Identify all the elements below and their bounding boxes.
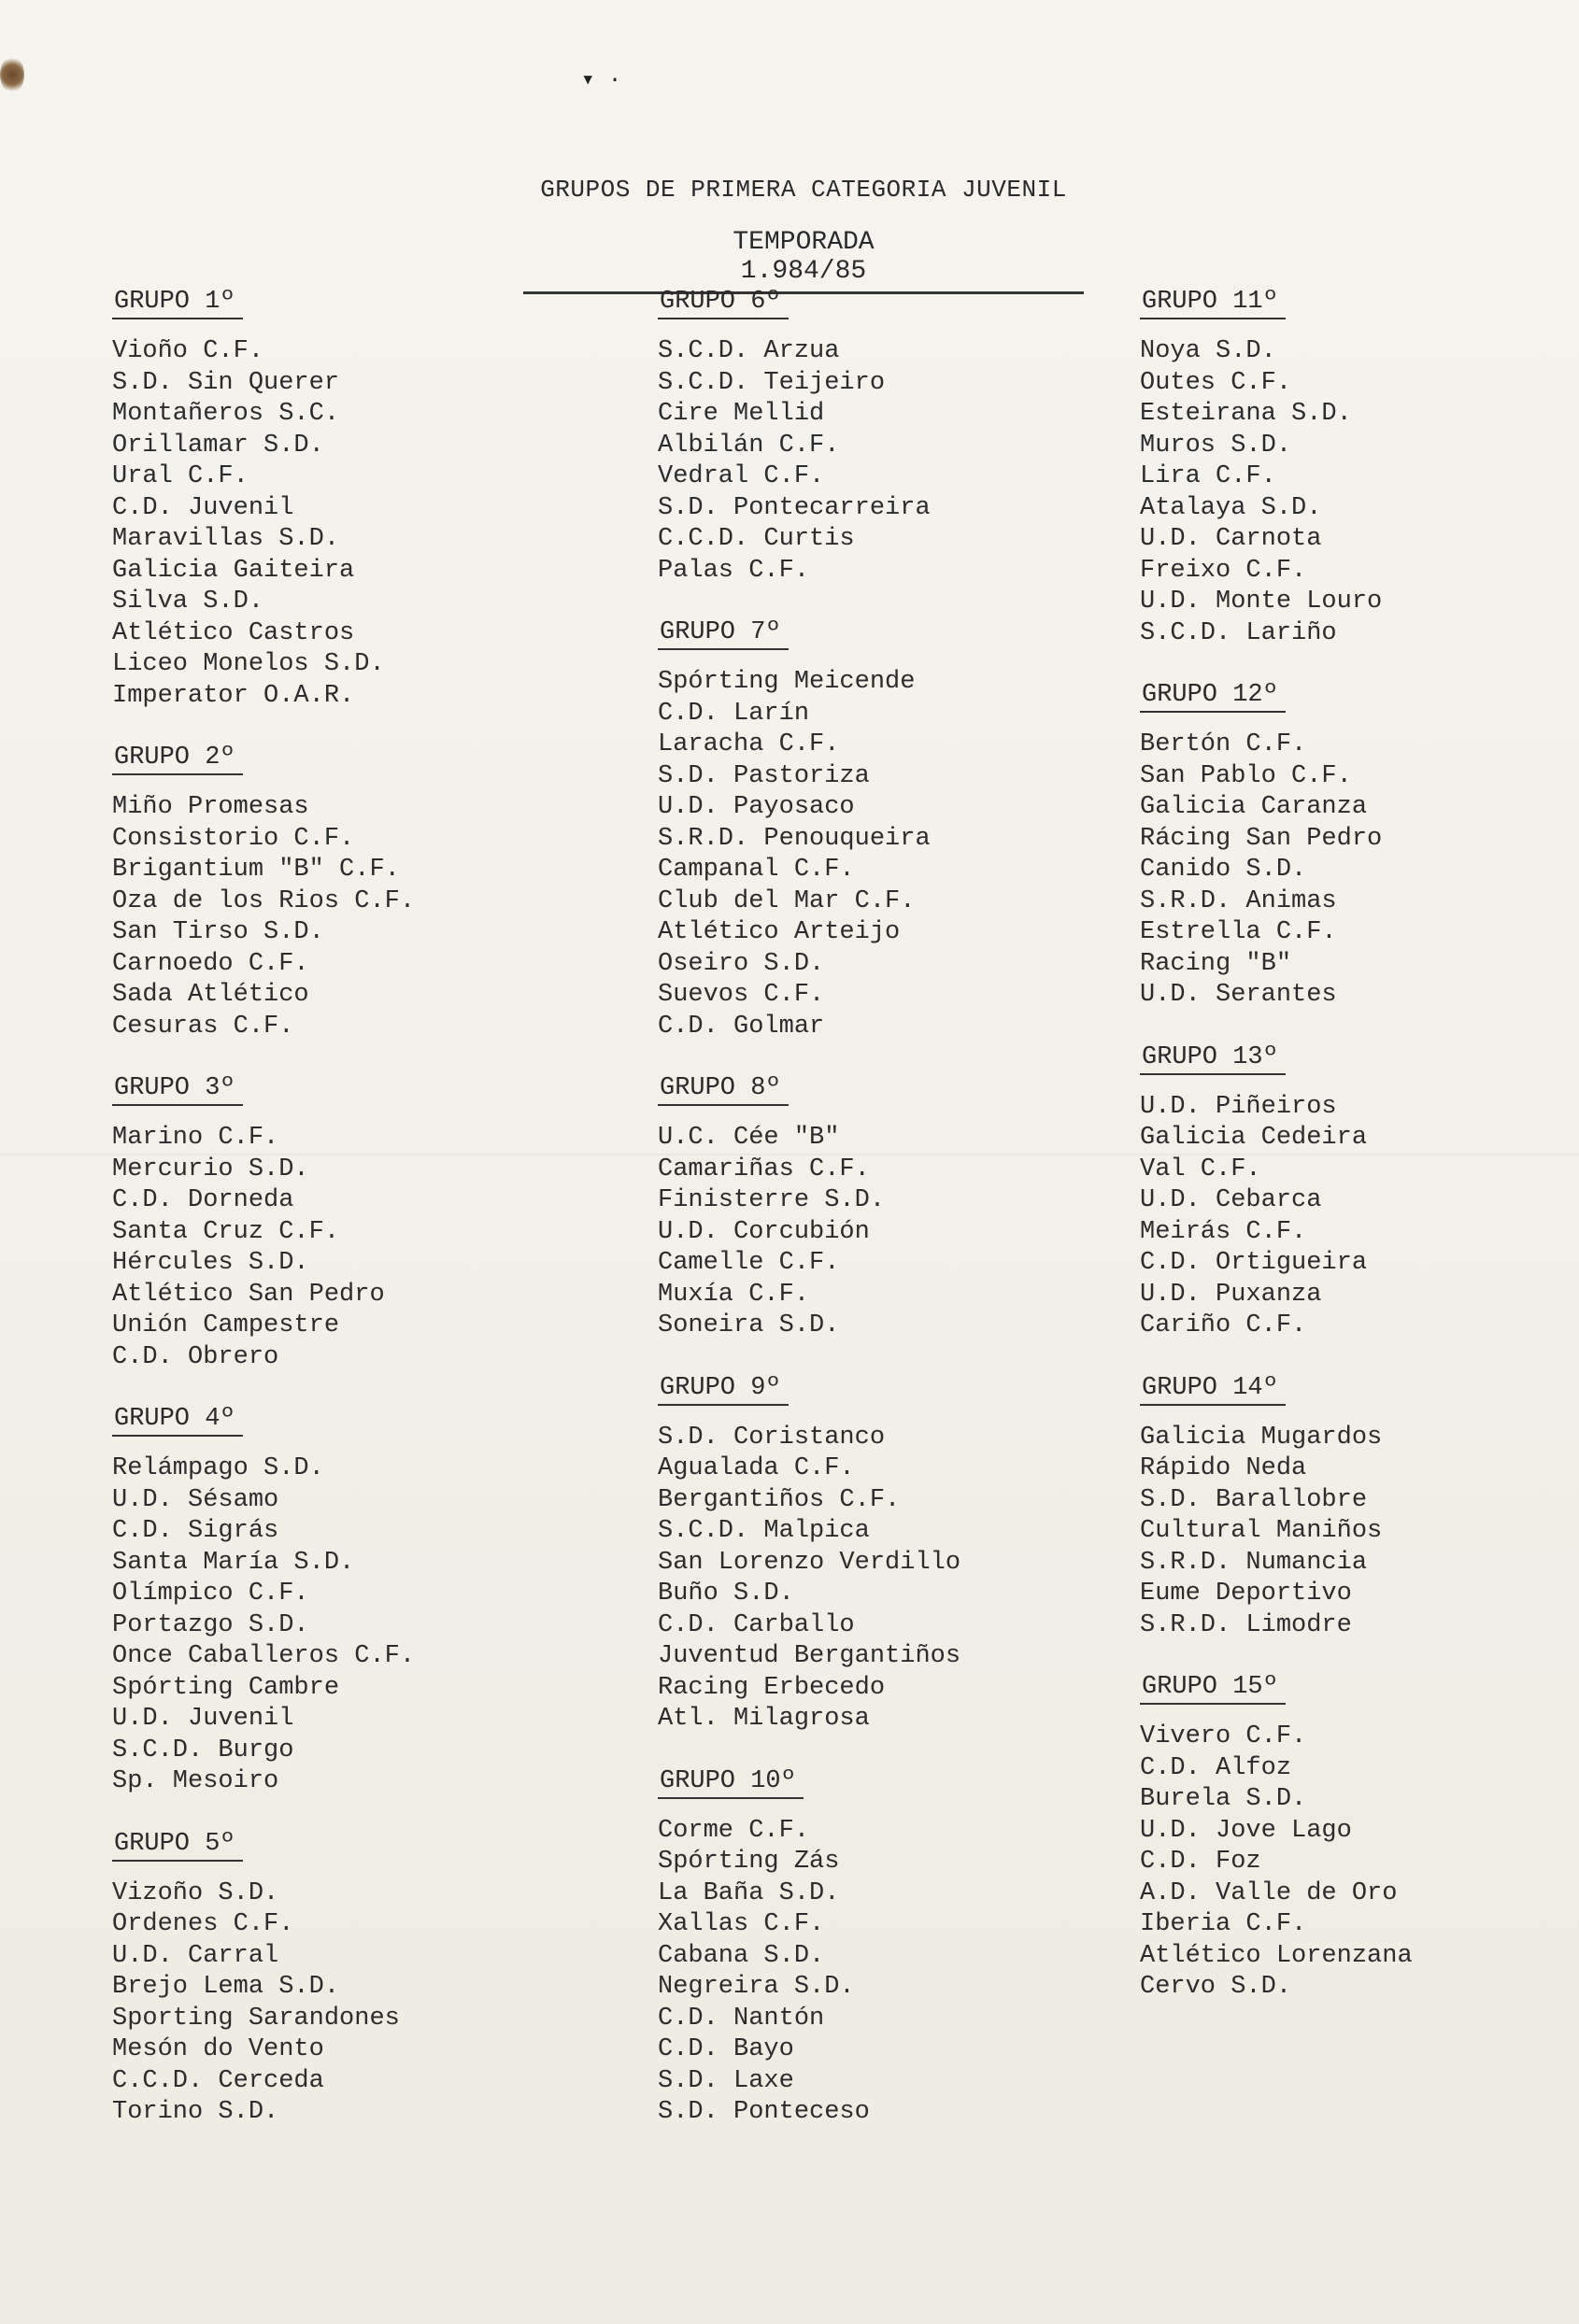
team-name: Soneira S.D. <box>658 1311 840 1339</box>
team-name: Santa Cruz C.F. <box>112 1217 340 1246</box>
team-name: Noya S.D. <box>1140 337 1276 365</box>
group-title: GRUPO 12º <box>1140 681 1286 713</box>
team-name: San Pablo C.F. <box>1140 761 1352 790</box>
team-name: U.D. Juvenil <box>112 1705 294 1733</box>
team-name: Oseiro S.D. <box>658 949 825 978</box>
team-name: Freixo C.F. <box>1140 556 1307 585</box>
group-title: GRUPO 9º <box>658 1374 789 1406</box>
group-block <box>112 1405 415 1798</box>
team-name: Iberia C.F. <box>1140 1910 1307 1938</box>
group-block <box>658 1374 960 1736</box>
team-name: Miño Promesas <box>112 793 309 821</box>
team-name: A.D. Valle de Oro <box>1140 1878 1398 1907</box>
group-title: GRUPO 13º <box>1140 1043 1286 1075</box>
team-name: Outes C.F. <box>1140 368 1292 397</box>
team-name: San Lorenzo Verdillo <box>658 1548 961 1577</box>
team-name: C.D. Alfoz <box>1140 1753 1292 1782</box>
team-name: U.D. Puxanza <box>1140 1280 1322 1309</box>
team-name: Galicia Gaiteira <box>112 556 355 585</box>
group-block <box>658 1074 960 1342</box>
team-name: Cabana S.D. <box>658 1941 825 1970</box>
team-name: S.C.D. Burgo <box>112 1736 294 1764</box>
team-name: Maravillas S.D. <box>112 525 340 553</box>
team-name: Mercurio S.D. <box>112 1155 309 1183</box>
group-title: GRUPO 15º <box>1140 1673 1286 1705</box>
team-name: Rápido Neda <box>1140 1454 1307 1482</box>
group-title: GRUPO 11º <box>1140 288 1286 319</box>
team-name: U.D. Monte Louro <box>1140 588 1383 616</box>
team-name: U.D. Corcubión <box>658 1217 870 1246</box>
team-name: Marino C.F. <box>112 1124 279 1152</box>
team-name: Camariñas C.F. <box>658 1155 870 1183</box>
team-name: C.D. Golmar <box>658 1012 825 1041</box>
team-name: Olímpico C.F. <box>112 1580 309 1608</box>
team-name: Campanal C.F. <box>658 856 855 884</box>
team-name: C.D. Nantón <box>658 2004 825 2033</box>
group-block <box>1140 1043 1413 1342</box>
team-name: Muros S.D. <box>1140 431 1292 460</box>
team-name: Muxía C.F. <box>658 1280 810 1309</box>
team-name: La Baña S.D. <box>658 1878 840 1907</box>
team-name: Buño S.D. <box>658 1580 794 1608</box>
team-name: Atlético Castros <box>112 618 355 647</box>
group-block <box>1140 681 1413 1012</box>
team-name: C.C.D. Cerceda <box>112 2066 324 2095</box>
group-block <box>1140 1374 1413 1642</box>
team-name: Club del Mar C.F. <box>658 886 916 915</box>
team-name: U.D. Serantes <box>1140 981 1337 1009</box>
team-name: S.C.D. Malpica <box>658 1517 870 1545</box>
team-name: Cesuras C.F. <box>112 1012 294 1041</box>
team-name: Cervo S.D. <box>1140 1973 1292 2001</box>
team-name: Juventud Bergantiños <box>658 1642 961 1670</box>
team-name: S.R.D. Animas <box>1140 886 1337 915</box>
team-name: Atlético Arteijo <box>658 918 901 946</box>
team-name: Vivero C.F. <box>1140 1722 1307 1750</box>
team-name: Spórting Meicende <box>658 668 916 696</box>
team-name: C.D. Carballo <box>658 1610 855 1639</box>
team-name: C.D. Foz <box>1140 1848 1261 1876</box>
team-name: Laracha C.F. <box>658 730 840 758</box>
team-name: U.D. Payosaco <box>658 793 855 821</box>
team-name: S.C.D. Teijeiro <box>658 368 886 397</box>
team-name: C.D. Dorneda <box>112 1186 294 1214</box>
team-name: S.R.D. Numancia <box>1140 1548 1368 1577</box>
team-name: C.C.D. Curtis <box>658 525 855 553</box>
team-name: Negreira S.D. <box>658 1973 855 2001</box>
column-2 <box>658 288 960 2161</box>
team-name: Meirás C.F. <box>1140 1217 1307 1246</box>
team-name: Agualada C.F. <box>658 1454 855 1482</box>
team-name: Silva S.D. <box>112 588 264 616</box>
team-name: Mesón do Vento <box>112 2035 324 2063</box>
team-name: Galicia Mugardos <box>1140 1423 1383 1452</box>
team-name: Cariño C.F. <box>1140 1311 1307 1339</box>
team-name: S.D. Pontecarreira <box>658 493 931 522</box>
team-name: Carnoedo C.F. <box>112 949 309 978</box>
team-name: U.D. Carral <box>112 1941 279 1970</box>
team-name: U.D. Piñeiros <box>1140 1092 1337 1121</box>
team-name: C.D. Juvenil <box>112 493 294 522</box>
team-name: Eume Deportivo <box>1140 1580 1352 1608</box>
team-name: Rácing San Pedro <box>1140 824 1383 853</box>
ink-mark: ▾ · <box>581 68 622 93</box>
team-name: Val C.F. <box>1140 1155 1261 1183</box>
season-label: TEMPORADA 1.984/85 <box>523 228 1084 294</box>
team-name: S.C.D. Arzua <box>658 337 840 365</box>
team-name: Racing Erbecedo <box>658 1673 886 1702</box>
group-title: GRUPO 6º <box>658 288 789 319</box>
team-name: Ural C.F. <box>112 462 249 490</box>
team-name: Cire Mellid <box>658 400 825 428</box>
group-block <box>112 1074 415 1373</box>
group-title: GRUPO 8º <box>658 1074 789 1106</box>
team-name: S.D. Coristanco <box>658 1423 886 1452</box>
team-name: U.D. Sésamo <box>112 1485 279 1514</box>
team-name: Orillamar S.D. <box>112 431 324 460</box>
team-name: Camelle C.F. <box>658 1249 840 1277</box>
team-name: Imperator O.A.R. <box>112 681 355 710</box>
team-name: Sporting Sarandones <box>112 2004 400 2033</box>
team-name: Atalaya S.D. <box>1140 493 1322 522</box>
team-name: Atl. Milagrosa <box>658 1705 870 1733</box>
document-header <box>523 176 1084 294</box>
team-name: Sada Atlético <box>112 981 309 1009</box>
column-1 <box>112 288 415 2161</box>
team-name: Vedral C.F. <box>658 462 825 490</box>
team-name: Unión Campestre <box>112 1311 340 1339</box>
group-block <box>658 618 960 1042</box>
paper-stain <box>0 56 24 93</box>
team-name: Galicia Cedeira <box>1140 1124 1368 1152</box>
team-name: S.C.D. Lariño <box>1140 618 1337 647</box>
group-title: GRUPO 2º <box>112 744 243 775</box>
team-name: Estrella C.F. <box>1140 918 1337 946</box>
team-name: Burela S.D. <box>1140 1785 1307 1813</box>
team-name: U.C. Cée "B" <box>658 1124 840 1152</box>
team-name: Santa María S.D. <box>112 1548 355 1577</box>
group-block <box>1140 1673 1413 2004</box>
team-name: Esteirana S.D. <box>1140 400 1352 428</box>
team-name: Cultural Maniños <box>1140 1517 1383 1545</box>
team-name: Liceo Monelos S.D. <box>112 650 385 678</box>
group-title: GRUPO 4º <box>112 1405 243 1437</box>
team-name: Relámpago S.D. <box>112 1454 324 1482</box>
team-name: Canido S.D. <box>1140 856 1307 884</box>
group-block <box>112 288 415 712</box>
team-name: Portazgo S.D. <box>112 1610 309 1639</box>
team-name: Atlético Lorenzana <box>1140 1941 1413 1970</box>
team-name: S.R.D. Penouqueira <box>658 824 931 853</box>
team-name: San Tirso S.D. <box>112 918 324 946</box>
team-name: Spórting Cambre <box>112 1673 340 1702</box>
team-name: Spórting Zás <box>658 1848 840 1876</box>
team-name: C.D. Larín <box>658 699 810 728</box>
team-name: Vizoño S.D. <box>112 1878 279 1907</box>
team-name: Vioño C.F. <box>112 337 264 365</box>
team-name: Brigantium "B" C.F. <box>112 856 400 884</box>
group-title: GRUPO 3º <box>112 1074 243 1106</box>
team-name: Palas C.F. <box>658 556 810 585</box>
team-name: Xallas C.F. <box>658 1910 825 1938</box>
team-name: U.D. Cebarca <box>1140 1186 1322 1214</box>
team-name: U.D. Carnota <box>1140 525 1322 553</box>
team-name: C.D. Ortigueira <box>1140 1249 1368 1277</box>
team-name: Consistorio C.F. <box>112 824 355 853</box>
team-name: U.D. Jove Lago <box>1140 1816 1352 1845</box>
team-name: C.D. Sigrás <box>112 1517 279 1545</box>
team-name: C.D. Obrero <box>112 1342 279 1371</box>
team-name: Bertón C.F. <box>1140 730 1307 758</box>
team-name: S.D. Ponteceso <box>658 2098 870 2126</box>
team-name: Once Caballeros C.F. <box>112 1642 416 1670</box>
team-name: Montañeros S.C. <box>112 400 340 428</box>
group-block <box>658 288 960 587</box>
group-block <box>658 1767 960 2129</box>
team-name: Racing "B" <box>1140 949 1292 978</box>
group-block <box>1140 288 1413 649</box>
group-title: GRUPO 10º <box>658 1767 804 1799</box>
team-name: Albilán C.F. <box>658 431 840 460</box>
group-block <box>112 744 415 1042</box>
group-title: GRUPO 5º <box>112 1830 243 1862</box>
group-block <box>112 1830 415 2129</box>
team-name: Atlético San Pedro <box>112 1280 385 1309</box>
group-title: GRUPO 7º <box>658 618 789 650</box>
group-title: GRUPO 1º <box>112 288 243 319</box>
group-title: GRUPO 14º <box>1140 1374 1286 1406</box>
team-name: Hércules S.D. <box>112 1249 309 1277</box>
team-name: Galicia Caranza <box>1140 793 1368 821</box>
team-name: Suevos C.F. <box>658 981 825 1009</box>
team-name: Torino S.D. <box>112 2098 279 2126</box>
team-name: Finisterre S.D. <box>658 1186 886 1214</box>
team-name: Sp. Mesoiro <box>112 1767 279 1795</box>
team-name: S.D. Pastoriza <box>658 761 870 790</box>
team-name: Ordenes C.F. <box>112 1910 294 1938</box>
team-name: Oza de los Rios C.F. <box>112 886 416 915</box>
document-title: GRUPOS DE PRIMERA CATEGORIA JUVENIL <box>540 176 1067 204</box>
team-name: S.D. Laxe <box>658 2066 794 2095</box>
team-name: C.D. Bayo <box>658 2035 794 2063</box>
team-name: Brejo Lema S.D. <box>112 1973 340 2001</box>
team-name: Corme C.F. <box>658 1816 810 1845</box>
team-name: Lira C.F. <box>1140 462 1276 490</box>
column-3 <box>1140 288 1413 2035</box>
team-name: S.D. Barallobre <box>1140 1485 1368 1514</box>
team-name: Bergantiños C.F. <box>658 1485 901 1514</box>
team-name: S.R.D. Limodre <box>1140 1610 1352 1639</box>
team-name: S.D. Sin Querer <box>112 368 340 397</box>
